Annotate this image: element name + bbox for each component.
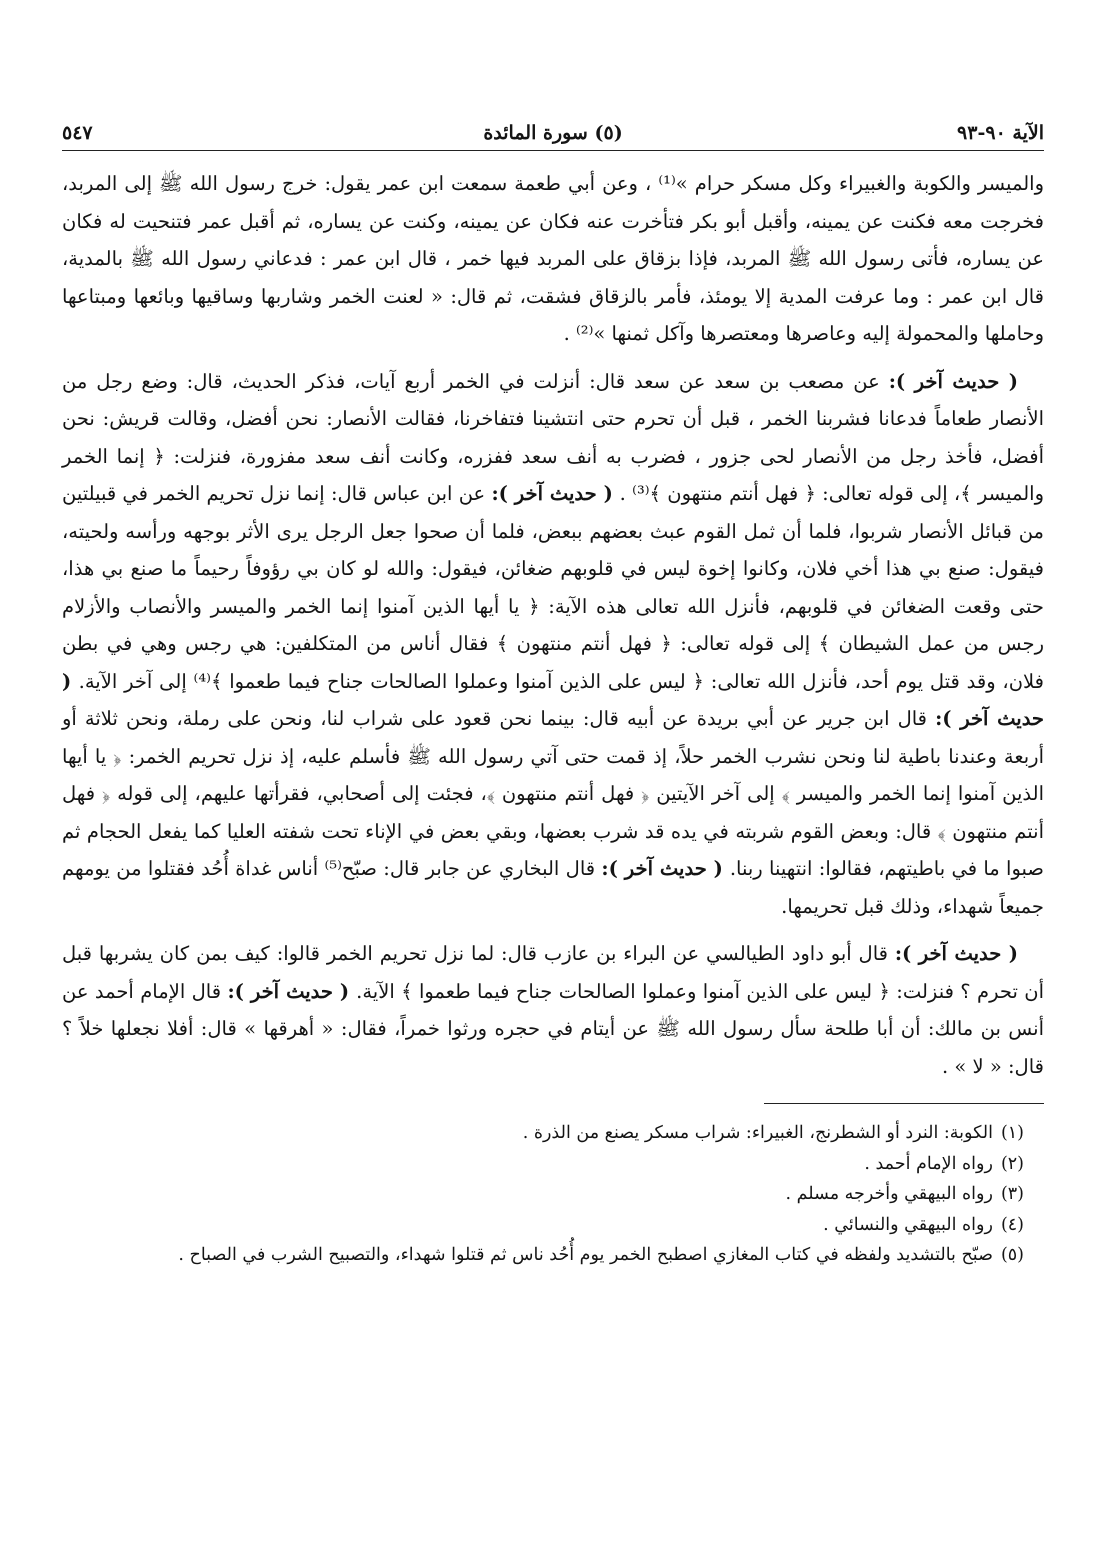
footnote-2 [62, 1149, 1024, 1180]
paragraph-text: عن ابن عباس قال: إنما نزل تحريم الخمر في قبيلتين من قبائل الأنصار شربوا، فلما أن ثمل القوم عبث بعضهم ببعض، فلما أن صحوا جعل الرجل يرى الأثر بوجهه ورأسه ولحيته، فيقول: صنع بي هذا أخي فلان، وكانوا إخوة ليس في قلوبهم ضغائن، فيقول: والله لو كان بي رؤوفاً رحيماً ما صنع بي هذا، حتى وقعت الضغائن في قلوبهم، فأنزل الله تعالى هذه الآية: ﴿ يا أيها الذين آمنوا إنما الخمر والميسر والأنصاب والأزلام رجس من عمل الشيطان ﴾ إلى قوله تعالى: ﴿ فهل أنتم منتهون ﴾ فقال أناس من المتكلفين: هي رجس وهي في بطن فلان، وقد قتل يوم أحد، فأنزل الله تعالى: ﴿ ليس على الذين آمنوا وعملوا الصالحات جناح فيما طعموا ﴾⁽⁴⁾ إلى آخر الآية. [62, 482, 1045, 693]
paragraph-text: قال الإمام أحمد عن أنس بن مالك: أن أبا طلحة سأل رسول الله ﷺ عن أيتام في حجره ورثوا خمراً، فقال: « أهرقها » قال: أفلا نجعلها خلاً ؟ قال: « لا » . [62, 979, 1044, 1078]
running-header [62, 116, 1044, 151]
hadith-heading: ( حديث آخر ): [62, 669, 1044, 730]
paragraph-text: والميسر والكوبة والغبيراء وكل مسكر حرام »⁽¹⁾ ، وعن أبي طعمة سمعت ابن عمر يقول: خرج رسول الله ﷺ إلى المربد، فخرجت معه فكنت عن يمينه، وأقبل أبو بكر فتأخرت عنه فكان عن يمينه، وكنت عن يساره، ثم أقبل عمر فتنحيت له فكان عن يساره، فأتى رسول الله ﷺ المربد، فإذا بزقاق على المربد فيها خمر ، قال ابن عمر : فدعاني رسول الله ﷺ بالمدية، قال ابن عمر : وما عرفت المدية إلا يومئذ، فأمر بالزقاق فشقت، ثم قال: « لعنت الخمر وشاربها وساقيها وبائعها ومبتاعها وحاملها والمحمولة إليه وعاصرها ومعتصرها وآكل ثمنها »⁽²⁾ . [62, 172, 1044, 345]
paragraph-text: قال ابن جرير عن أبي بريدة عن أبيه قال: بينما نحن قعود على شراب لنا، ونحن على رملة، ونحن ثلاثة أو أربعة وعندنا باطية لنا ونحن نشرب الخمر حلاً، إذ قمت حتى آتي رسول الله ﷺ فأسلم عليه، إذ نزل تحريم الخمر: ﴿ يا أيها الذين آمنوا إنما الخمر والميسر ﴾ إلى آخر الآيتين ﴿ فهل أنتم منتهون ﴾، فجئت إلى أصحابي، فقرأتها عليهم، إلى قوله ﴿ فهل أنتم منتهون ﴾ قال: وبعض القوم شربته في يده قد شرب بعضها، وبقي بعض في الإناء تحت شفته العليا كما يفعل الحجام ثم صبوا ما في باطيتهم، فقالوا: انتهينا ربنا. [62, 707, 1044, 880]
hadith-heading: ( حديث آخر ): [894, 942, 1018, 965]
verse-range: الآية ٩٠-٩٣ [957, 122, 1044, 144]
footnote-3 [62, 1179, 1024, 1210]
paragraph-text: قال أبو داود الطيالسي عن البراء بن عازب قال: لما نزل تحريم الخمر قالوا: كيف بمن كان يشربها قبل أن تحرم ؟ فنزلت: ﴿ ليس على الذين آمنوا وعملوا الصالحات جناح فيما طعموا ﴾ الآية. [62, 942, 1045, 1003]
hadith-heading: ( حديث آخر ): [227, 979, 357, 1003]
footnote-5 [62, 1240, 1024, 1271]
footnote-text: صبّح بالتشديد ولفظه في كتاب المغازي اصطبح الخمر يوم أُحُد ناس ثم قتلوا شهداء، والتصبيح الشرب في الصباح . [178, 1245, 993, 1265]
footnote-number: (١) [1000, 1123, 1024, 1143]
surah-title: (٥) سورة المائدة [483, 122, 623, 144]
hadith-heading: ( حديث آخر ): [888, 369, 1018, 393]
footnote-text: رواه الإمام أحمد . [864, 1153, 993, 1174]
paragraph-2 [62, 363, 1044, 926]
footnote-text: رواه البيهقي والنسائي . [823, 1214, 993, 1235]
footnote-1 [62, 1118, 1024, 1149]
paragraph-1 [62, 165, 1044, 353]
main-text [62, 165, 1044, 1085]
footnote-number: (٣) [1000, 1184, 1024, 1204]
footnote-number: (٥) [1000, 1245, 1024, 1265]
footnotes [62, 1118, 1044, 1271]
paragraph-text: قال البخاري عن جابر قال: صبّح⁽⁵⁾ أناس غداة أُحُد فقتلوا من يومهم جميعاً شهداء، وذلك قبل تحريمها. [62, 857, 1044, 918]
footnote-4 [62, 1210, 1024, 1241]
hadith-heading: ( حديث آخر ): [491, 482, 620, 505]
footnote-number: (٤) [1000, 1214, 1024, 1235]
footnote-text: الكوبة: النرد أو الشطرنج، الغبيراء: شراب مسكر يصنع من الذرة . [522, 1123, 993, 1143]
page-number: ٥٤٧ [62, 122, 93, 144]
paragraph-text: عن مصعب بن سعد عن سعد قال: أنزلت في الخمر أربع آيات، فذكر الحديث، قال: وضع رجل من الأنصار طعاماً فدعانا فشربنا الخمر ، قبل أن تحرم حتى انتشينا فتفاخرنا، فقالت الأنصار: نحن أفضل، وقالت قريش: نحن أفضل، فأخذ رجل من الأنصار لحى جزور ، فضرب به أنف سعد ففزره، وكانت أنف سعد مفزورة، فنزلت: ﴿ إنما الخمر والميسر ﴾، إلى قوله تعالى: ﴿ فهل أنتم منتهون ﴾⁽³⁾ . [62, 369, 1044, 505]
footnote-number: (٢) [1000, 1153, 1024, 1174]
footnote-text: رواه البيهقي وأخرجه مسلم . [785, 1184, 993, 1204]
hadith-heading: ( حديث آخر ): [601, 857, 730, 880]
footnote-divider [764, 1103, 1044, 1104]
paragraph-3 [62, 935, 1044, 1085]
